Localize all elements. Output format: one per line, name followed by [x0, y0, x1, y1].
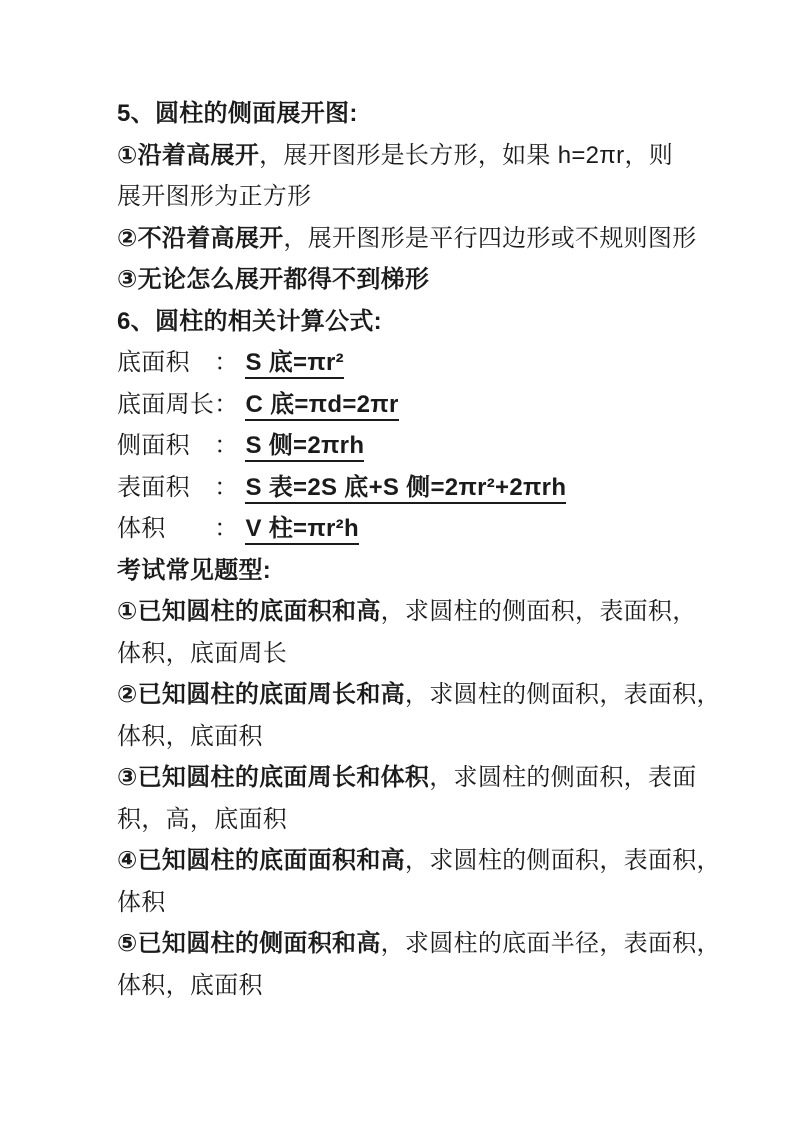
heading-section-6: [117, 301, 717, 343]
formula-base-circumference: [117, 384, 717, 426]
exam-type-2-line-1: [117, 674, 721, 716]
document-body: [117, 93, 721, 1006]
formula-text: S 表=2S 底+S 侧=2πr²+2πrh: [245, 474, 566, 504]
formula-text: S 侧=2πrh: [245, 432, 364, 462]
emphasis-text-run: 考试常见题型:: [117, 556, 272, 584]
exam-type-1-line-1: [117, 591, 717, 633]
item-no-trapezoid: [117, 259, 717, 301]
emphasis-text-run: ②不沿着高展开: [117, 224, 284, 252]
text-run: 侧面积 ：: [117, 432, 246, 459]
heading-section-5: [117, 93, 717, 135]
text-run: 底面周长：: [117, 390, 246, 418]
text-run: ，求圆柱的侧面积，表面积，: [404, 847, 721, 874]
emphasis-text-run: ①沿着高展开: [117, 141, 260, 169]
emphasis-text-run: ④已知圆柱的底面面积和高: [117, 847, 405, 874]
item-unfold-along-height-line-2: [117, 176, 717, 218]
text-run: ，展开图形是平行四边形或不规则图形: [283, 224, 697, 252]
emphasis-text-run: ②已知圆柱的底面周长和高: [117, 681, 405, 708]
emphasis-text-run: ③无论怎么展开都得不到梯形: [117, 266, 430, 293]
exam-type-3-line-2: [117, 799, 717, 841]
exam-type-1-line-2: [117, 633, 717, 675]
text-run: 底面积 ：: [117, 349, 246, 376]
exam-type-5-line-1: [117, 923, 721, 965]
exam-type-4-line-2: [117, 882, 717, 924]
formula-text: V 柱=πr²h: [245, 515, 358, 545]
heading-exam-question-types: [117, 550, 717, 592]
emphasis-text-run: 5、圆柱的侧面展开图:: [117, 100, 358, 127]
emphasis-text-run: 6、圆柱的相关计算公式:: [117, 307, 382, 335]
formula-lateral-area: [117, 425, 717, 467]
text-run: ，展开图形是长方形，如果 h=2πr，则: [259, 141, 674, 169]
text-run: 体积，底面积: [117, 971, 263, 999]
emphasis-text-run: ③已知圆柱的底面周长和体积: [117, 764, 430, 791]
text-run: 展开图形为正方形: [117, 183, 312, 210]
text-run: 体积，底面周长: [117, 639, 288, 667]
item-unfold-not-along-height: [117, 218, 717, 260]
formula-text: S 底=πr²: [245, 349, 344, 379]
text-run: 积，高，底面积: [117, 805, 288, 833]
text-run: ，求圆柱的侧面积，表面: [429, 764, 697, 791]
text-run: 体积，底面积: [117, 722, 263, 750]
exam-type-4-line-1: [117, 840, 721, 882]
item-unfold-along-height-line-1: [117, 135, 717, 177]
formula-text: C 底=πd=2πr: [245, 391, 398, 421]
text-run: 表面积 ：: [117, 473, 246, 501]
text-run: ，求圆柱的底面半径，表面积，: [380, 930, 721, 957]
text-run: 体积: [117, 888, 166, 916]
text-run: ，求圆柱的侧面积，表面积，: [380, 598, 697, 625]
formula-surface-area: [117, 467, 717, 509]
exam-type-2-line-2: [117, 716, 717, 758]
exam-type-3-line-1: [117, 757, 717, 799]
exam-type-5-line-2: [117, 965, 717, 1007]
emphasis-text-run: ①已知圆柱的底面积和高: [117, 598, 381, 625]
formula-volume: [117, 508, 717, 550]
emphasis-text-run: ⑤已知圆柱的侧面积和高: [117, 930, 381, 957]
text-run: ，求圆柱的侧面积，表面积，: [404, 681, 721, 708]
formula-base-area: [117, 342, 717, 384]
text-run: 体积 ：: [117, 515, 246, 542]
